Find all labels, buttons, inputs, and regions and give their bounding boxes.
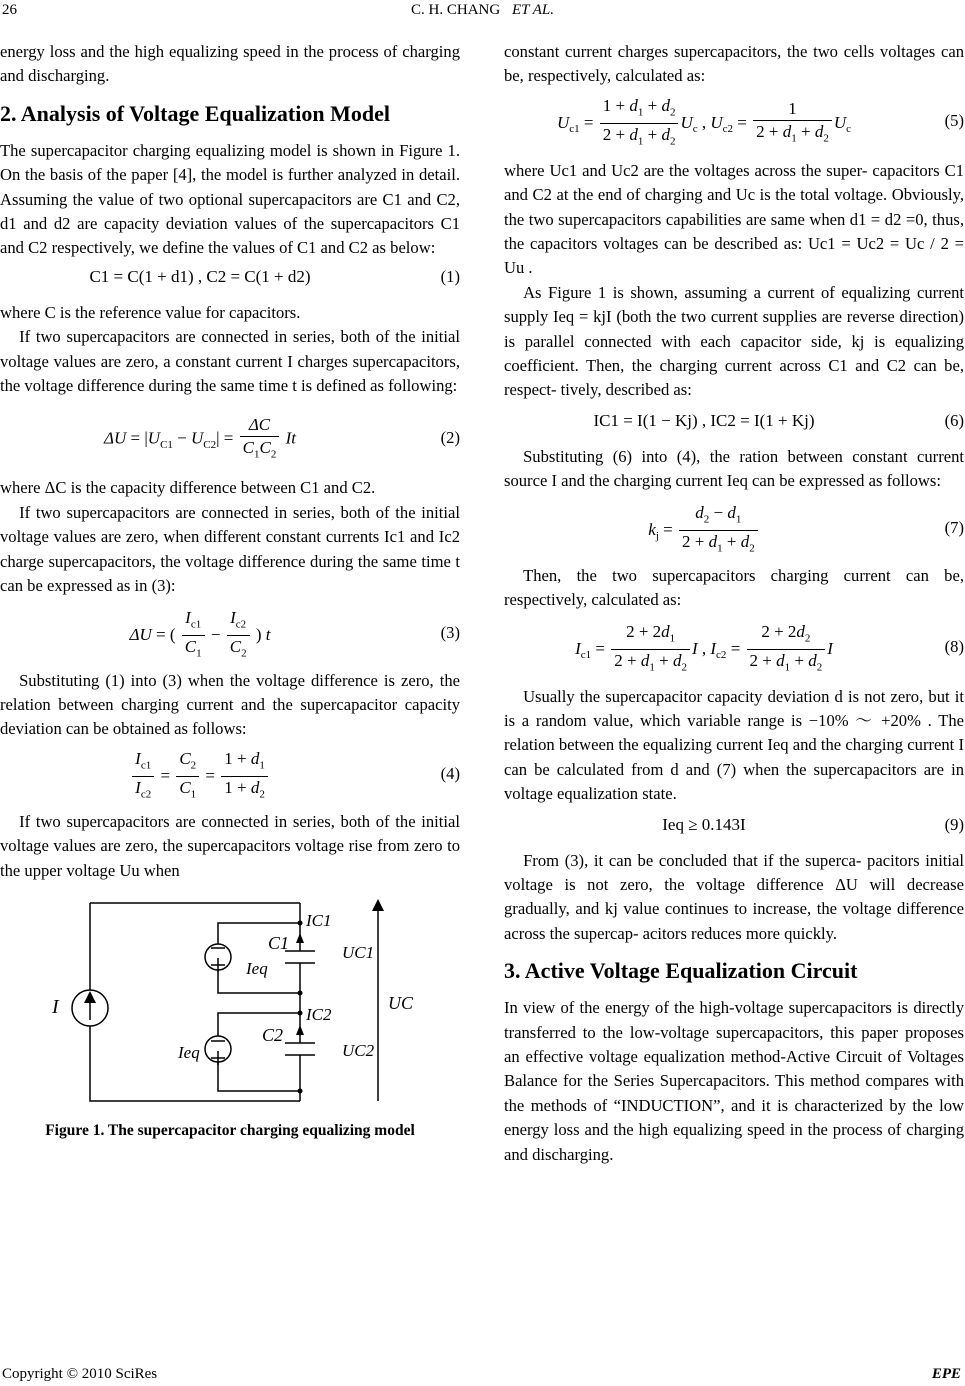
footer-journal: EPE [931,1366,961,1382]
section-heading-2: 2. Analysis of Voltage Equalization Model [0,100,390,126]
equation-number: (4) [440,763,460,783]
footer-copyright: Copyright © 2010 SciRes [2,1366,158,1382]
paragraph: If two supercapacitors are connected in series, both of the initial voltage values are zero, the supercapacitors voltage rise from zero to the upper voltage Uu when [0,811,460,880]
paragraph: Substituting (6) into (4), the ration between constant current source I and the charging current Ieq can be expressed as follows: [504,446,964,491]
paragraph: Then, the two supercapacitors charging current can be, respectively, calculated as: [504,565,964,610]
paragraph: constant current charges supercapacitors, the two cells voltages can be, respectively, calculated as: [504,42,964,86]
paragraph: From (3), it can be concluded that if the superca- pacitors initial voltage is not zero, the voltage difference ΔU will decrease gradually, and kj value continues to increase, the voltage difference across the supercap- acitors reduces more quickly. [504,850,964,943]
paragraph: where C is the reference value for capacitors. [0,302,301,322]
label-C1: C1 [268,932,290,953]
paragraph: Usually the supercapacitor capacity deviation d is not zero, but it is a random value, which variable range is −10% ～ +20% . The relation between the equalizing current Ieq and the charging current I can be calculated from d and (7) when the supercapacitors are in voltage equalization state. [504,686,964,804]
figure-1 [0,893,460,1113]
equation-4-body: $\frac{I_{c1}}{I_{c2}}$ = $\frac{C_2}{C_1}$ = $\frac{1 + d_1}{1 + d_2}$ [0,748,400,806]
running-head [0,2,965,19]
equation-3-body: ΔU = ( $\frac{I_{c1}}{C_1}$ − $\frac{I_{c2}}{C_2}$ ) t [129,607,271,660]
label-UC2: UC2 [342,1040,375,1060]
intro-paragraph: energy loss and the high equalizing speed in the process of charging and discharging. [0,42,460,86]
equation-1 [0,265,460,299]
paragraph: where Uc1 and Uc2 are the voltages across the super- capacitors C1 and C2 at the end of charging and Uc is the total voltage. Obviously, the two supercapacitors capabilities are same when d1 = d2 =0, thus, the capacitors voltages can be described as: Uc1 = Uc2 = Uc / 2 = Uu . [504,160,964,278]
equation-3 [0,603,460,667]
equation-1-body: C1 = C(1 + d1) , C2 = C(1 + d2) [89,266,311,286]
running-head-etal: ET AL. [511,2,554,18]
equation-2 [0,404,460,474]
right-column [504,40,964,1167]
label-IC1: IC1 [306,910,332,930]
label-Ieq-lower: Ieq [178,1042,200,1062]
equation-number: (1) [440,266,460,286]
paragraph: As Figure 1 is shown, assuming a current of equalizing current supply Ieq = kjI (both the two current supplies are reverse direction) is parallel connected with each capacitor side, kj is equalizing coefficient. Then, the charging current across C1 and C2 can be, respect- tively, described as: [504,282,964,400]
paragraph: where ΔC is the capacity difference between C1 and C2. [0,478,376,498]
equation-6 [504,409,964,443]
label-IC2: IC2 [306,1004,332,1024]
label-I: I [52,995,59,1018]
page-number: 26 [2,2,17,18]
equation-number: (3) [440,622,460,642]
equation-number: (9) [944,814,964,834]
equation-7 [504,500,964,562]
left-column [0,40,460,1143]
label-UC: UC [388,992,414,1013]
running-head-authors: C. H. CHANG [411,2,501,18]
paragraph: In view of the energy of the high-voltage supercapacitors is directly transferred to the low-voltage supercapacitors, this paper proposes an effective voltage equalization method-Active Circuit of Voltages Balance for the Series Supercapacitors. This method compares with the methods of “INDUCTION”, and it is characterized by the low energy loss and the high equalizing speed in the process of charging and discharging. [504,998,964,1164]
equation-number: (6) [944,410,964,430]
label-Ieq-upper: Ieq [246,958,268,978]
label-C2: C2 [262,1024,284,1045]
equation-2-body: $\Delta U = |U_{C1} - U_{C2}|$ = $\frac{\Delta C}{C_1C_2}$ It [104,415,296,461]
equation-9-body: Ieq ≥ 0.143I [662,814,746,834]
equation-5-body: $U_{c1}$ = $\frac{1 + d_1 + d_2}{2 + d_1 + d_2}$ $U_c$ , $U_{c2}$ = $\frac{1}{2 + d_1 + d_2}$ $U_c$ [557,95,851,148]
equation-4 [0,746,460,808]
equation-number: (2) [440,428,460,448]
paragraph: If two supercapacitors are connected in series, both of the initial voltage values are zero, a constant current I charges supercapacitors, the voltage difference during the same time t is defined as following: [0,327,460,396]
equation-8-body: $I_{c1}$ = $\frac{2 + 2d_1}{2 + d_1 + d_2}$ I , $I_{c2}$ = $\frac{2 + 2d_2}{2 + d_1 + d_2}$ I [575,621,833,674]
equation-number: (8) [944,636,964,656]
equation-5 [504,93,964,157]
equation-number: (5) [944,110,964,130]
equation-7-body: $k_j$ = $\frac{d_2 - d_1}{2 + d_1 + d_2}$ [504,502,904,560]
section-heading-3: 3. Active Voltage Equalization Circuit [504,958,858,984]
equation-6-body: IC1 = I(1 − Kj) , IC2 = I(1 + Kj) [593,410,815,430]
paragraph: If two supercapacitors are connected in series, both of the initial voltage values are zero, when different constant currents Ic1 and Ic2 charge supercapacitors, the voltage difference during the same time t can be expressed as in (3): [0,502,460,596]
equation-8 [504,619,964,683]
paragraph: Substituting (1) into (3) when the voltage difference is zero, the relation between charging current and the supercapacitor capacity deviation can be obtained as follows: [0,670,460,739]
label-UC1: UC1 [342,942,375,962]
equation-9 [504,813,964,847]
figure-caption: Figure 1. The supercapacitor charging equalizing model [45,1121,415,1139]
equation-number: (7) [944,517,964,537]
paragraph: The supercapacitor charging equalizing model is shown in Figure 1. On the basis of the paper [4], the model is further analyzed in detail. Assuming the value of two optional supercapacitors are C1 and C2, d1 and d2 are capacity deviation values of the supercapacitors C1 and C2 respectively, we define the values of C1 and C2 as below: [0,140,460,258]
